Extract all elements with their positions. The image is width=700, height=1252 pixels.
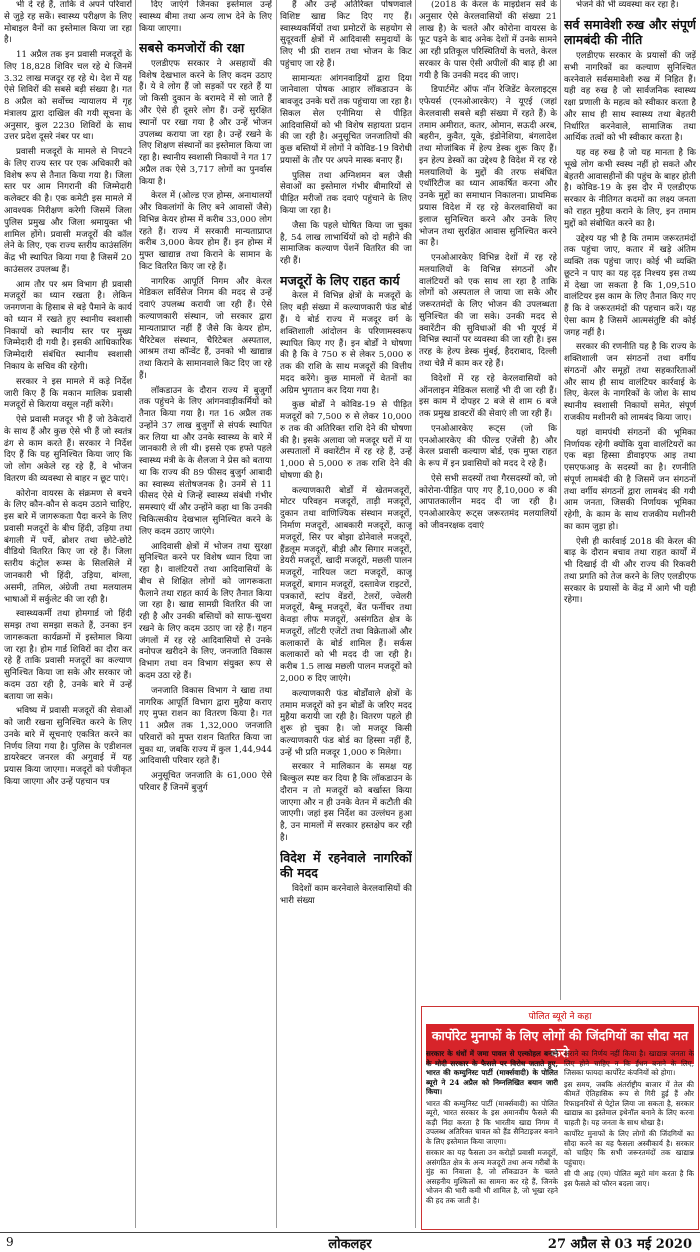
paragraph: यह वह रुख है जो यह मानता है कि भूखे लोग कभी स्वस्थ नहीं हो सकते और बेहतरी आवासहीनों की पहुंच के बाहर होती है। कोविड-19 के इस दौर में एलडीएफ सरकार के नीतिगत कदमों का लक्ष्य जनता को राहत मुहैया कराने के लिए, इन तमाम मुद्दों को संबोधित करने का है। <box>564 148 696 229</box>
issue-date: 27 अप्रैल से 03 मई 2020 <box>547 1237 692 1252</box>
column-2 <box>139 0 272 1228</box>
paragraph: केरल में (ओल्ड एज होम्स, अनाथालयों और विकलांगों के लिए बने आवासों जैसे) विभिन्न केयर होम्स में करीब 33,000 लोग रहते हैं। राज्य में सरकारी मान्यताप्राप्त करीब 3,000 केयर होम हैं। इन होम्स में मुफ्त खाद्यान्न तथा किराने के सामान के किट वितरित किए जा रहे हैं। <box>139 191 272 272</box>
paragraph: एनओआरकेए विभिन्न देशों में रह रहे मलयालियों के विभिन्न संगठनों और वालंटियरों को एक साथ ला रहा है ताकि लोगों को अस्पताल ले जाया जा सके और जरूरतमंदों के लिए भोजन की उपलब्धता सुनिश्चित की जा सके। उनकी मदद से क्वारेंटीन की सुविधाओं की भी यूएई में विभिन्न स्थानों पर व्यवस्था की जा रही है। इस तरह के हेल्प डेस्क मुंबई, हैदराबाद, दिल्ली तथा चेन्नै में काम कर रहे हैं। <box>419 253 557 369</box>
section-heading: मजदूरों के लिए राहत कार्य <box>280 272 400 288</box>
paragraph: एनओआरकेए रूट्स (जो कि एनओआरकेए की फील्ड एजेंसी है) और केरल प्रवासी कल्याण बोर्ड, एक मुफ्त राहत के रूप में इन प्रवासियों को मदद दे रहे हैं। <box>419 423 557 470</box>
paragraph: (2018 के केरल के माइग्रेशन सर्वे के अनुसार ऐसे केरलवासियों की संख्या 21 लाख है) के चलते और कोरोना वायरस के फूट पड़ने के बाद अनेक देशों में उनके सामने आ रही प्रतिकूल परिस्थितियों के चलते, केरल सरकार के पास ऐसी अपीलों की बाढ़ ही आ गयी है कि उनकी मदद की जाए। <box>419 0 557 81</box>
paragraph: सरकार की रणनीति यह है कि राज्य के शक्तिशाली जन संगठनों तथा वर्गीय संगठनों और समूहों तथा सहकारिताओं और साथ ही साथ वालंटियर कार्रवाई के लिए, केरल के नागरिकों के जोश के साथ स्थानीय स्वशासी निकायों समेत, संपूर्ण राजकीय मशीनरी को लामबंद किया जाए। <box>564 342 696 423</box>
paragraph: केरल में विभिन्न क्षेत्रों के मजदूरों के लिए बड़ी संख्या में कल्याणकारी फंड बोर्ड हैं। ये बोर्ड राज्य में मजदूर वर्ग के शक्तिशाली आंदोलन के परिणामस्वरूप स्थापित किए गए हैं। इन बोर्डों ने घोषणा की है कि वे 750 रु से लेकर 5,000 रु तक की राशि के साथ मजदूरों की वित्तीय मदद करेंगे। कुछ मामलों में वेतनों का अग्रिम भुगतान कर दिया गया है। <box>280 291 412 396</box>
paragraph: विदेशों में रह रहे केरलवासियों को ऑनलाइन मेडिकल सलाहें भी दी जा रही हैं। इस काम में दोपहर 2 बजे से शाम 6 बजे तक प्रमुख डाक्टरों की सेवाएं ली जा रही हैं। <box>419 373 557 420</box>
paragraph: सामान्यतः आंगनवाड़ियों द्वारा दिया जानेवाला पोषक आहार लॉकडाउन के बावजूद उनके घरों तक पहुंचाया जा रहा है। सिकल सेल एनीमिया से पीड़ित आदिवासियों को भी विशेष सहायता प्रदान की जा रही है। अनुसूचित जनजातियों की कुछ बस्तियों में लोगों ने कोविड-19 विरोधी प्रयासों के तौर पर अपने मास्क बनाए हैं। <box>280 73 412 166</box>
paragraph: आम तौर पर श्रम विभाग ही प्रवासी मजदूरों का ध्यान रखता है। लेकिन जनगणना के हिसाब से बड़े पैमाने के कार्य को ध्यान में रखते हुए स्थानीय स्वशासी निकायों को स्थानीय स्तर पर मुख्य जिम्मेदारी दी गयी है। इसकी आधिकारिक जिम्मेदारी संबंधित स्थानीय स्वशासी निकाय के सचिव की रहेगी। <box>4 279 132 372</box>
paragraph: ऐसी ही कार्रवाई 2018 की केरल की बाढ़ के दौरान बचाव तथा राहत कार्यों में भी दिखाई दी थी और राज्य की रिकवरी तथा प्रगति को तेज करने के लिए एलडीएफ सरकार के प्रयासों के केंद्र में आगे भी यही रहेगा। <box>564 536 696 606</box>
paragraph: एलडीएफ सरकार के प्रयासों की जड़ें सभी नागरिकों का कल्याण सुनिश्चित करनेवाले सर्वसमावेशी रुख में निहित हैं। यही वह रुख है जो सार्वजनिक स्वास्थ्य रक्षा प्रणाली के महत्व को स्वीकार करता है और साथ ही साथ स्वास्थ्य तथा बेहतरी निर्धारित करनेवाले, सामाजिक तथा आर्थिक तत्वों को भी स्वीकार करता है। <box>564 51 696 144</box>
box-paragraph: कराने का निर्णय नहीं किया है। खाद्यान्न जनता के लिए होने चाहिए न कि ईंधन बनाने के लिए, जिसका फायदा कार्पोरेट कंपनियों को होगा। <box>564 1049 694 1077</box>
column-4 <box>419 0 557 1000</box>
paragraph: लॉकडाउन के दौरान राज्य में बुजुर्गों तक पहुंचने के लिए आंगनवाड़ीकर्मियों को तैनात किया गया है। गत 16 अप्रैल तक उन्होंने 37 लाख बुजुर्गों से संपर्क स्थापित कर लिया था और उनके स्वास्थ्य के बारे में जानकारी ले ली थी। इससे एक हफ्ते पहले स्वास्थ्य मंत्री के के शैलजा ने प्रेस को बताया था कि राज्य की 89 फीसद बुजुर्ग आबादी का स्वास्थ्य संतोषजनक है। उनमें से 11 फीसद ऐसे थे जिन्हें स्वास्थ्य संबंधी गंभीर समस्याएं थीं और उन्होंने कहा था कि उनकी चिकित्सकीय देखभाल सुनिश्चित करने के लिए कदम उठाए जाएंगे। <box>139 385 272 537</box>
paragraph: सरकार ने मालिकान के समक्ष यह बिल्कुल स्पष्ट कर दिया है कि लॉकडाउन के दौरान न तो मजदूरों को बर्खास्त किया जाएगा और न ही उनके वेतन में कटौती की जाएगी। जहां इस निर्देश का उल्लंघन हुआ है, उन मामलों में सरकार हस्तक्षेप कर रही है। <box>280 762 412 843</box>
paragraph: सरकार ने इस मामले में कड़े निर्देश जारी किए हैं कि मकान मालिक प्रवासी मजदूरों से किराया वसूल नहीं करेंगे। <box>4 376 132 411</box>
column-divider <box>560 0 561 1000</box>
paragraph: भेजने की भी व्यवस्था कर रहा है। <box>576 0 679 10</box>
paragraph: नागरिक आपूर्ति निगम और केरल मेडिकल सर्विसेज निगम की मदद से उन्हें दवाएं उपलब्ध करायी जा रही हैं। ऐसे कल्याणकारी संस्थान, जो सरकार द्वारा मान्यताप्राप्त नहीं हैं जैसे कि केयर होम, चैरिटेबल संस्थान, चैरिटेबल अस्पताल, आश्रम तथा कॉन्वेंट हैं, उनको भी खाद्यान्न तथा किराने के सामानवाले किट दिए जा रहे हैं। <box>139 276 272 381</box>
column-divider <box>135 0 136 1228</box>
column-5 <box>564 0 696 1000</box>
column-1 <box>4 0 132 1228</box>
section-heading: सबसे कमजोरों की रक्षा <box>139 40 245 56</box>
column-3 <box>280 0 412 1228</box>
paragraph: कल्याणकारी फंड बोर्डोंवाले क्षेत्रों के तमाम मजदूरों को इन बोर्डों के जरिए मदद मुहैया करायी जा रही है। वितरण पहले ही शुरू हो चुका है। जो मजदूर किसी कल्याणकारी फंड बोर्ड का हिस्सा नहीं हैं, उन्हें भी प्रति मजदूर 1,000 रु मिलेगा। <box>280 688 412 758</box>
paragraph: यहां वामपंथी संगठनों की भूमिका निर्णायक रहेगी क्योंकि युवा वालंटियरों का एक बड़ा हिस्सा डीवाइएफ आइ तथा एसएफआइ के सदस्यों का है। रणनीति संपूर्ण लामबंदी की है जिसमें जन संगठनों तथा वर्गीय संगठनों द्वारा लामबंद की गयी आम जनता, जिसकी निर्णायक भूमिका रहेगी, के काम के साथ राजकीय मशीनरी का काम जुड़ा हो। <box>564 427 696 532</box>
column-divider <box>276 0 277 1228</box>
paragraph: स्वास्थ्यकर्मी तथा होमगार्ड जो हिंदी समझ तथा समझा सकते हैं, उनका इन जागरूकता कार्यक्रमों में इस्तेमाल किया जा रहा है। होम गार्ड शिविरों का दौरा कर रहे हैं ताकि प्रवासी मजदूरों का कल्याण सुनिश्चित किया जा सके और सरकार जो कदम उठा रही है, उनके बारे में उन्हें बताया जा सके। <box>4 609 132 702</box>
paragraph: विदेशों काम करनेवाले केरलवासियों की भारी संख्या <box>280 883 412 906</box>
box-headline: कार्पोरेट मुनाफों के लिए लोगों की जिंदगियों का सौदा मत करो <box>426 1024 694 1064</box>
page-number: 9 <box>6 1235 14 1249</box>
paragraph: एलडीएफ सरकार ने असहायों की विशेष देखभाल करने के लिए कदम उठाए हैं। ये वे लोग हैं जो सड़कों पर रहते हैं या जो किसी दुकान के बरामदे में सो जाते हैं और ऐसे ही दूसरे लोग हैं। उन्हें सुरक्षित स्थानों पर रखा गया है और उन्हें भोजन उपलब्ध कराया जा रहा है। उन्हें रखने के लिए शिक्षण संस्थानों का इस्तेमाल किया जा रहा है। स्थानीय स्वशासी निकायों ने गत 17 अप्रैल तक ऐसे 3,717 लोगों का पुनर्वास किया है। <box>139 58 272 187</box>
box-paragraph: सी पी आइ (एम) पोलित ब्यूरो मांग करता है कि इस फैसले को फौरन बदला जाए। <box>564 1169 694 1188</box>
paragraph: डिपार्टमेंट ऑफ नॉन रेजिडेंट केरलाइट्स एफेयर्स (एनओआरकेए) ने यूएई (जहां केरलवासी सबसे बड़ी संख्या में रहते हैं) के तमाम अमीरात, कतर, ओमान, सऊदी अरब, बहरीन, कुवैत, यूके, इंडोनेशिया, बंगलादेश तथा मोजांबिक में हेल्प डेस्क शुरू किए हैं। इन हेल्प डेस्कों का उद्देश्य है विदेश में रह रहे मलयालियों के मुद्दों की तरफ संबंधित एथॉरिटीज का ध्यान आकर्षित करना और उनके मुद्दों का समाधान निकालना। प्राथमिक प्रयास विदेश में रह रहे केरलवासियों का इलाज सुनिश्चित करने और उनके लिए भोजन तथा सुरक्षित आवास सुनिश्चित करने का है। <box>419 85 557 249</box>
paragraph: हैं और उन्हें अतिरिक्त पोषणवाले विशिष्ट खाद्य किट दिए गए हैं। स्वास्थ्यकर्मियों तथा प्रमोटरों के सहयोग से सुदूरवर्ती क्षेत्रों में आदिवासी समुदायों के लिए भी फ्री राशन तथा भोजन के किट पहुंचाए जा रहे हैं। <box>280 0 412 69</box>
politburo-statement-box <box>421 1006 699 1230</box>
paragraph: भी दे रहे हैं, ताकि वे अपने परिवारों से जुड़े रह सकें। स्वास्थ्य परीक्षण के लिए मोबाइल वैनों का इस्तेमाल किया जा रहा है। <box>4 0 132 46</box>
paragraph: उद्देश्य यह भी है कि तमाम जरूरतमंदों तक पहुंचा जाए, कतार में खड़े अंतिम व्यक्ति तक पहुंचा जाए। कोई भी व्यक्ति छूटने न पाए का यह दृढ़ निश्चय इस तथ्य में देखा जा सकता है कि 1,09,510 वालंटियर इस काम के लिए तैनात किए गए हैं कि वे जरूरतमंदों की पहचान करें। यह ऐसा काम है जिसमें आत्मसंतुष्टि की कोई जगह नहीं है। <box>564 233 696 338</box>
box-paragraph: सरकार का यह फैसला उन करोड़ों प्रवासी मजदूरों, असंगठित क्षेत्र के अन्य मजदूरों तथा अन्य गरीबों के मुंह का निवाला है, जो लॉकडाउन के चलते असहनीय मुश्किलों का सामना कर रहे हैं, जिनके भोजन की भारी कमी भी शामिल है, जो भूखा रहने की हद तक जाती है। <box>426 1148 558 1205</box>
box-kicker: पोलित ब्यूरो ने कहा <box>528 1012 592 1022</box>
paragraph: कुछ बोर्डों ने कोविड-19 से पीड़ित मजदूरों को 7,500 रु से लेकर 10,000 रु तक की अतिरिक्त राशि देने की घोषणा की है। इसके अलावा जो मजदूर घरों में या अस्पतालों में क्वारेंटीन में रह रहे हैं, उन्हें 1,000 से 5,000 रु तक राशि देने की घोषणा की है। <box>280 400 412 481</box>
column-divider <box>415 0 416 1228</box>
section-heading: सर्व समावेशी रुख और संपूर्ण लामबंदी की नीति <box>564 16 696 48</box>
paragraph: भविष्य में प्रवासी मजदूरों की सेवाओं को जारी रखना सुनिश्चित करने के लिए उनके बारे में सूचनाएं एकत्रित करने का निर्णय लिया गया है। पुलिस के एडीशनल डायरेक्टर जनरल की अगुवाई में यह प्रयास किया जाएगा। मजदूरों को पंजीकृत किया जाएगा और उन्हें पहचान पत्र <box>4 706 132 787</box>
paragraph: कल्याणकारी बोर्डों में खेतमजदूरों, मोटर परिवहन मजदूरों, ताड़ी मजदूरों, दुकान तथा वाणिज्यिक संस्थान मजदूरों, निर्माण मजदूरों, आबकारी मजदूरों, काजू मजदूरों, सिर पर बोझा ढोनेवाले मजदूरों, हैंडलूम मजदूरों, बीड़ी और सिगार मजदूरों, डेयरी मजदूरों, खादी मजदूरों, मछली पालन मजदूरों, नारियल जटा मजदूरों, काजू मजदूरों, बागान मजदूरों, दस्तावेज राइटरों, पत्रकारों, स्टांप वेंडरों, टेलरों, ज्वेलरी मजदूरों, बैम्बू मजदूरों, बेंत फर्नीचर तथा केवड़ा लीफ मजदूरों, असंगठित क्षेत्र के मजदूरों, लॉटरी एजेंटों तथा विक्रेताओं और कलाकारों के बोर्ड शामिल हैं। सर्कस कलाकारों को भी मदद दी जा रही है। करीब 1.5 लाख मछली पालन मजदूरों को 2,000 रु दिए जाएंगे। <box>280 485 412 684</box>
box-column-right <box>564 1049 694 1225</box>
paragraph: ऐसे प्रवासी मजदूर भी हैं जो ठेकेदारों के साथ हैं और कुछ ऐसे भी हैं जो स्वतंत्र ढंग से काम करते हैं। सरकार ने निर्देश दिए हैं कि यह सुनिश्चित किया जाए कि जो लोग अकेले रह रहे हैं, वे भोजन वितरण की व्यवस्था से बाहर न छूट पाएं। <box>4 415 132 484</box>
box-intro: सरकार के धंधों में जमा पावल से एल्कोहल बनाने के मोदी सरकार के फैसले पर विरोध जताते हुए, भारत की कम्युनिस्ट पार्टी (मार्क्सवादी) के पोलित ब्यूरो ने 24 अप्रैल को निम्नलिखित बयान जारी किया। <box>426 1049 558 1096</box>
publication-name: लोकलहर <box>328 1237 372 1252</box>
paragraph: दिए जाएंगे जिनका इस्तेमाल उन्हें स्वास्थ्य बीमा तथा अन्य लाभ देने के लिए किया जाएगा। <box>139 0 272 34</box>
page-footer <box>0 1232 700 1251</box>
paragraph: प्रवासी मजदूरों के मामले से निपटने के लिए राज्य स्तर पर एक अधिकारी को विशेष रूप से तैनात किया गया है। जिला स्तर पर आम निगरानी की जिम्मेदारी कलेक्टर की है। एक कमेटी इस मामले में आवश्यक निरीक्षण करेगी जिसमें जिला पुलिस प्रमुख और जिला श्रमायुक्त भी शामिल होंगे। प्रवासी मजदूरों की कॉल लेने के लिए, एक राज्य स्तरीय काउंसलिंग केंद्र भी स्थापित किया गया है जिसमें 20 काउंसलर उपलब्ध हैं। <box>4 147 132 275</box>
paragraph: अनुसूचित जनजाति के 61,000 ऐसे परिवार हैं जिनमें बुजुर्ग <box>139 771 272 793</box>
paragraph: पुलिस तथा अग्निशमन बल जैसी सेवाओं का इस्तेमाल गंभीर बीमारियों से पीड़ित मरीजों तक दवाएं पहुंचाने के लिए किया जा रहा है। <box>280 170 412 217</box>
paragraph: आदिवासी क्षेत्रों में भोजन तथा सुरक्षा सुनिश्चित करने पर विशेष ध्यान दिया जा रहा है। वालंटियरों तथा आदिवासियों के बीच से शिक्षित लोगों को जागरूकता फैलाने तथा राहत कार्य के लिए तैनात किया जा रहा है। खाद्य सामग्री वितरित की जा रही है और उनकी बस्तियों को साफ-सुथरा रखने के लिए कदम उठाए जा रहे हैं। गहन जंगलों में रह रहे आदिवासियों से उनके वनोपज खरीदने के लिए, जनजाति विकास विभाग तथा वन विभाग संयुक्त रूप से कदम उठा रहे हैं। <box>139 541 272 681</box>
box-paragraph: भारत की कम्युनिस्ट पार्टी (मार्क्सवादी) का पोलित ब्यूरो, भारत सरकार के इस अमानवीय फैसले की कड़ी निंदा करता है कि भारतीय खाद्य निगम में उपलब्ध अतिरिक्त चावल को हैंड सैनिटाइजर बनाने के लिए इस्तेमाल किया जाएगा। <box>426 1098 558 1146</box>
paragraph: 11 अप्रैल तक इन प्रवासी मजदूरों के लिए 18,828 शिविर चल रहे थे जिनमें 3.32 लाख मजदूर रह रहे थे। देश में यह ऐसे शिविरों की सबसे बड़ी संख्या है। गत 8 अप्रैल को सर्वोच्च न्यायालय में गृह मंत्रालय द्वारा दाखिल की गयी सूचना के अनुसार, कुल 2230 शिविरों के साथ उत्तर प्रदेश दूसरे नंबर पर था। <box>4 50 132 143</box>
box-paragraph: कार्पोरेट मुनाफों के लिए लोगों की जिंदगियों का सौदा करने का यह फैसला अस्वीकार्य है। सरकार को चाहिए कि सभी जरूरतमंदों तक खाद्यान्न पहुंचाए। <box>564 1129 694 1167</box>
paragraph: कोरोना वायरस के संक्रमण से बचने के लिए कौन-कौन से कदम उठाने चाहिए, इस बारे में जागरूकता पैदा करने के लिए प्रवासी मजदूरों के बीच हिंदी, उड़िया तथा बंगाली में पर्चे, ब्रोशर तथा छोटे-छोटे वीडियो वितरित किए जा रहे हैं। जिला स्तरीय कंट्रोल रूम्स के सिलसिले में जानकारी भी हिंदी, उड़िया, बांग्ला, असमी, तमिल, अंग्रेजी तथा मलयालम भाषाओं में सर्कुलेट की जा रही है। <box>4 488 132 605</box>
paragraph: जैसा कि पहले घोषित किया जा चुका है, 54 लाख लाभार्थियों को दो महीने की सामाजिक कल्याण पेंशनें वितरित की जा रही हैं। <box>280 220 412 267</box>
box-column-left <box>426 1049 558 1225</box>
box-paragraph: इस समय, जबकि अंतर्राष्ट्रीय बाजार में तेल की कीमतें ऐतिहासिक रूप से गिरी हुई हैं और रिफाइनरियों से पेट्रोल लिया जा सकता है, सरकार खाद्यान्न का इस्तेमाल इथेनॉल बनाने के लिए करना चाहती है। यह जनता के साथ धोखा है। <box>564 1079 694 1127</box>
paragraph: जनजाति विकास विभाग ने खाद्य तथा नागरिक आपूर्ति विभाग द्वारा मुहैया कराए गए मुफ्त राशन का वितरण किया है। गत 11 अप्रैल तक 1,32,000 जनजाति परिवारों को मुफ्त राशन वितरित किया जा चुका था, जबकि राज्य में कुल 1,44,944 आदिवासी परिवार रहते हैं। <box>139 685 272 767</box>
section-heading: विदेश में रहनेवाले नागरिकों की मदद <box>280 849 412 881</box>
paragraph: ऐसे सभी सदस्यों तथा गैरसदस्यों को, जो कोरोना-पीड़ित पाए गए हैं,10,000 रु की आपातकालीन मदद दी जा रही है। एनओआरकेए रूट्स जरूरतमंद मलयालियों को जीवनरक्षक दवाएं <box>419 473 557 531</box>
